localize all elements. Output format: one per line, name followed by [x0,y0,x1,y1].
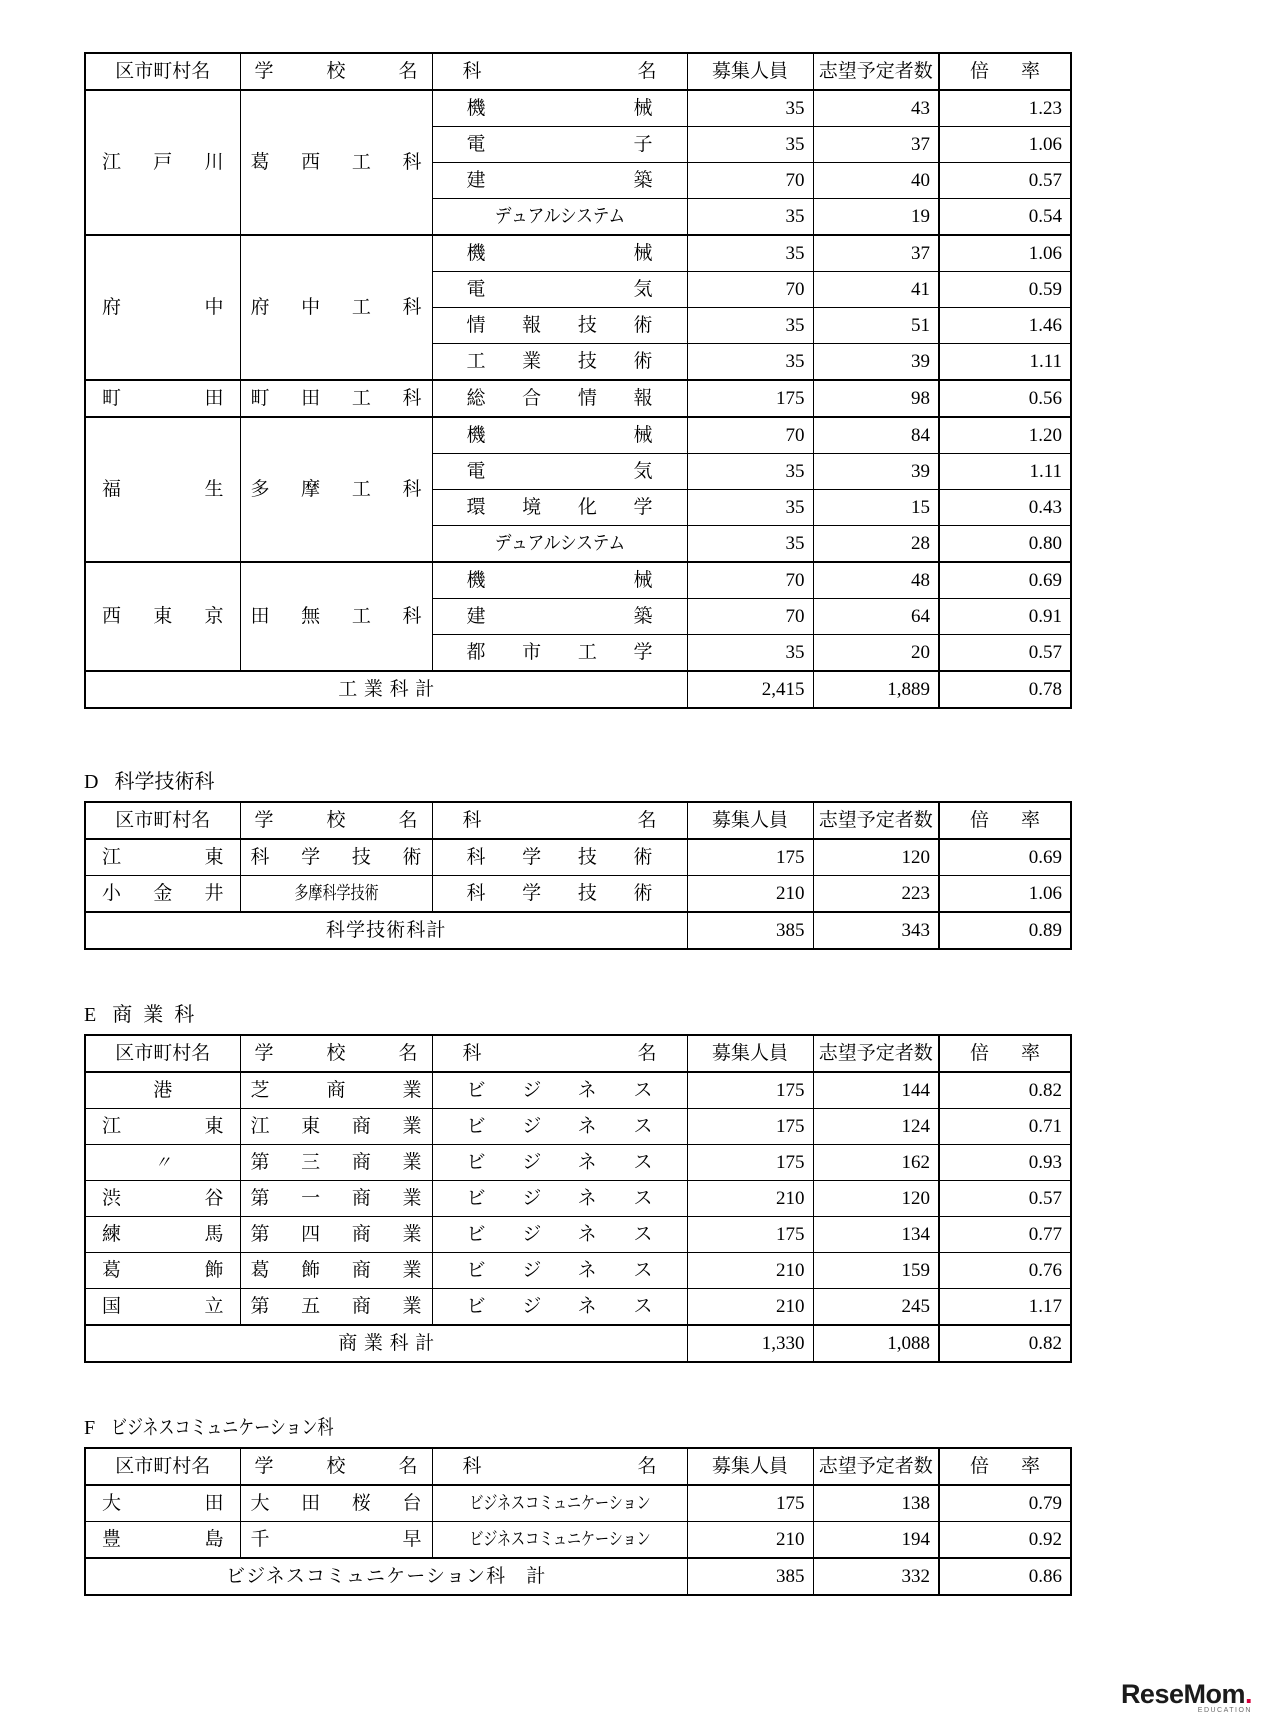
cell-department: 機械 [432,417,687,454]
section-f-title: ビジネスコミュニケーション科 [111,1417,334,1439]
total-row [85,912,1071,949]
cell-applicants: 39 [813,344,939,381]
cell-department: ビジネス [432,1181,687,1217]
cell-applicants: 41 [813,272,939,308]
cell-school: 府中工科 [240,235,432,380]
cell-total-ratio: 0.78 [939,671,1071,708]
cell-quota: 35 [687,90,813,127]
cell-ratio: 1.11 [939,344,1071,381]
cell-applicants: 64 [813,599,939,635]
top-spacer [0,0,1280,52]
cell-ratio: 0.76 [939,1253,1071,1289]
section-f-caption [84,1415,1280,1441]
header-department: 科 名 [432,53,687,90]
commerce-table [84,1034,1072,1363]
cell-applicants: 159 [813,1253,939,1289]
cell-applicants: 162 [813,1145,939,1181]
table-row [85,1217,1071,1253]
section-d-letter: D [84,771,99,793]
cell-quota: 175 [687,380,813,417]
header-ratio: 倍 率 [939,1035,1071,1072]
business-comm-table-body [85,1485,1071,1595]
header-department: 科 名 [432,1035,687,1072]
section-e-letter: E [84,1004,97,1026]
cell-city: 豊島 [85,1522,240,1559]
total-row [85,1558,1071,1595]
cell-school: 葛飾商業 [240,1253,432,1289]
section-d-title: 科学技術科 [114,771,215,793]
table-row [85,839,1071,876]
cell-total-quota: 1,330 [687,1325,813,1362]
cell-school: 葛西工科 [240,90,432,235]
science-tech-table-body [85,839,1071,949]
cell-quota: 70 [687,562,813,599]
business-comm-table [84,1447,1072,1596]
cell-department: ビジネス [432,1289,687,1326]
cell-total-applicants: 332 [813,1558,939,1595]
cell-ratio: 0.80 [939,526,1071,563]
cell-quota: 175 [687,1072,813,1109]
cell-applicants: 39 [813,454,939,490]
cell-department: 科学技術 [432,876,687,913]
table-row [85,1145,1071,1181]
cell-city: 大田 [85,1485,240,1522]
cell-department: 環境化学 [432,490,687,526]
cell-department: デュアルシステム [432,526,687,563]
section-e-title: 商業科 [112,1004,206,1026]
cell-quota: 210 [687,1181,813,1217]
header-quota: 募集人員 [687,1448,813,1485]
cell-ratio: 0.91 [939,599,1071,635]
cell-applicants: 120 [813,839,939,876]
section-d-caption [84,769,1280,795]
cell-applicants: 37 [813,235,939,272]
cell-school: 多摩工科 [240,417,432,562]
cell-quota: 175 [687,1109,813,1145]
watermark-dot: . [1244,1679,1252,1709]
watermark-tagline: EDUCATION [1197,1707,1252,1714]
cell-quota: 35 [687,308,813,344]
header-city: 区市町村名 [85,1448,240,1485]
cell-total-ratio: 0.89 [939,912,1071,949]
cell-total-label: 商業科計 [85,1325,687,1362]
header-quota: 募集人員 [687,53,813,90]
cell-department: ビジネスコミュニケーション [432,1522,687,1559]
header-quota: 募集人員 [687,802,813,839]
cell-city: 国立 [85,1289,240,1326]
cell-school: 千早 [240,1522,432,1559]
cell-school: 第一商業 [240,1181,432,1217]
cell-applicants: 40 [813,163,939,199]
header-applicants: 志望予定者数 [813,1035,939,1072]
cell-city: 練馬 [85,1217,240,1253]
cell-department: 総合情報 [432,380,687,417]
cell-ratio: 1.20 [939,417,1071,454]
cell-quota: 70 [687,417,813,454]
cell-quota: 70 [687,599,813,635]
cell-city: 小金井 [85,876,240,913]
header-applicants: 志望予定者数 [813,1448,939,1485]
cell-ratio: 0.71 [939,1109,1071,1145]
table-row [85,380,1071,417]
cell-department: 建築 [432,163,687,199]
cell-school: 町田工科 [240,380,432,417]
cell-applicants: 84 [813,417,939,454]
cell-total-label: 科学技術科計 [85,912,687,949]
cell-department: 工業技術 [432,344,687,381]
cell-applicants: 223 [813,876,939,913]
cell-ratio: 0.56 [939,380,1071,417]
cell-department: 都市工学 [432,635,687,672]
cell-applicants: 98 [813,380,939,417]
cell-department: 機械 [432,235,687,272]
cell-ratio: 0.43 [939,490,1071,526]
table-row [85,90,1071,127]
cell-ratio: 1.23 [939,90,1071,127]
header-department: 科 名 [432,1448,687,1485]
section-f-letter: F [84,1417,96,1439]
cell-school: 多摩科学技術 [240,876,432,913]
commerce-table-body [85,1072,1071,1362]
header-school: 学 校 名 [240,1448,432,1485]
cell-department: ビジネス [432,1072,687,1109]
cell-ratio: 0.57 [939,1181,1071,1217]
header-ratio: 倍 率 [939,1448,1071,1485]
table-row [85,1109,1071,1145]
gap-after-section-d [0,950,1280,1002]
cell-applicants: 51 [813,308,939,344]
cell-applicants: 138 [813,1485,939,1522]
table-header-row [85,53,1071,90]
table-row [85,417,1071,454]
cell-ratio: 0.69 [939,839,1071,876]
table-header-row [85,1035,1071,1072]
table-row [85,562,1071,599]
cell-school: 田無工科 [240,562,432,671]
industrial-table-body [85,90,1071,708]
watermark-brand: ReseMom. [1120,1679,1252,1709]
cell-quota: 35 [687,127,813,163]
cell-city: 江東 [85,839,240,876]
cell-applicants: 43 [813,90,939,127]
cell-ratio: 0.57 [939,163,1071,199]
cell-ratio: 1.06 [939,235,1071,272]
resemom-watermark [1121,1679,1252,1714]
cell-quota: 70 [687,272,813,308]
cell-quota: 35 [687,635,813,672]
cell-applicants: 37 [813,127,939,163]
cell-ratio: 0.79 [939,1485,1071,1522]
cell-school: 第五商業 [240,1289,432,1326]
cell-quota: 35 [687,490,813,526]
header-school: 学 校 名 [240,1035,432,1072]
cell-applicants: 245 [813,1289,939,1326]
cell-quota: 70 [687,163,813,199]
cell-department: 電気 [432,454,687,490]
cell-applicants: 19 [813,199,939,236]
cell-total-applicants: 1,088 [813,1325,939,1362]
cell-department: 情報技術 [432,308,687,344]
header-department: 科 名 [432,802,687,839]
cell-applicants: 194 [813,1522,939,1559]
cell-city: 渋谷 [85,1181,240,1217]
header-applicants: 志望予定者数 [813,802,939,839]
cell-quota: 175 [687,1217,813,1253]
cell-city: 港 [85,1072,240,1109]
cell-department: 建築 [432,599,687,635]
header-quota: 募集人員 [687,1035,813,1072]
cell-quota: 35 [687,344,813,381]
cell-applicants: 15 [813,490,939,526]
table-row [85,876,1071,913]
cell-department: ビジネス [432,1253,687,1289]
cell-total-quota: 2,415 [687,671,813,708]
cell-city: 葛飾 [85,1253,240,1289]
cell-city: 府中 [85,235,240,380]
table-header-row [85,1448,1071,1485]
header-school: 学 校 名 [240,802,432,839]
table-row [85,1485,1071,1522]
cell-quota: 210 [687,876,813,913]
cell-quota: 35 [687,235,813,272]
cell-city: 西東京 [85,562,240,671]
cell-applicants: 124 [813,1109,939,1145]
cell-quota: 210 [687,1253,813,1289]
cell-total-quota: 385 [687,1558,813,1595]
cell-total-applicants: 343 [813,912,939,949]
cell-city: 福生 [85,417,240,562]
cell-applicants: 28 [813,526,939,563]
cell-applicants: 144 [813,1072,939,1109]
cell-school: 科学技術 [240,839,432,876]
cell-quota: 175 [687,1145,813,1181]
cell-applicants: 120 [813,1181,939,1217]
header-school: 学 校 名 [240,53,432,90]
cell-total-quota: 385 [687,912,813,949]
cell-school: 芝商業 [240,1072,432,1109]
cell-department: ビジネスコミュニケーション [432,1485,687,1522]
cell-ratio: 1.06 [939,876,1071,913]
header-ratio: 倍 率 [939,53,1071,90]
cell-applicants: 48 [813,562,939,599]
header-city: 区市町村名 [85,1035,240,1072]
cell-total-label: ビジネスコミュニケーション科 計 [85,1558,687,1595]
total-row [85,671,1071,708]
cell-quota: 175 [687,839,813,876]
cell-department: 電子 [432,127,687,163]
cell-city: 町田 [85,380,240,417]
cell-department: デュアルシステム [432,199,687,236]
table-header-row [85,802,1071,839]
cell-department: ビジネス [432,1109,687,1145]
cell-quota: 175 [687,1485,813,1522]
cell-ratio: 0.54 [939,199,1071,236]
cell-city: 〃 [85,1145,240,1181]
cell-department: 機械 [432,562,687,599]
cell-ratio: 1.46 [939,308,1071,344]
cell-ratio: 1.06 [939,127,1071,163]
cell-ratio: 0.57 [939,635,1071,672]
cell-applicants: 20 [813,635,939,672]
cell-department: 科学技術 [432,839,687,876]
table-row [85,235,1071,272]
cell-school: 第四商業 [240,1217,432,1253]
industrial-table [84,52,1072,709]
cell-total-label: 工業科計 [85,671,687,708]
science-tech-table [84,801,1072,950]
gap-after-section-e [0,1363,1280,1415]
section-e-caption [84,1002,1280,1028]
cell-ratio: 0.92 [939,1522,1071,1559]
table-row [85,1253,1071,1289]
cell-total-applicants: 1,889 [813,671,939,708]
cell-department: ビジネス [432,1145,687,1181]
cell-quota: 35 [687,199,813,236]
cell-department: 電気 [432,272,687,308]
table-row [85,1181,1071,1217]
cell-school: 江東商業 [240,1109,432,1145]
cell-ratio: 1.17 [939,1289,1071,1326]
cell-ratio: 0.69 [939,562,1071,599]
header-applicants: 志望予定者数 [813,53,939,90]
cell-ratio: 0.93 [939,1145,1071,1181]
cell-department: ビジネス [432,1217,687,1253]
cell-total-ratio: 0.82 [939,1325,1071,1362]
gap-after-industrial [0,709,1280,769]
cell-quota: 35 [687,454,813,490]
cell-city: 江東 [85,1109,240,1145]
cell-applicants: 134 [813,1217,939,1253]
table-row [85,1522,1071,1559]
cell-total-ratio: 0.86 [939,1558,1071,1595]
header-city: 区市町村名 [85,802,240,839]
cell-quota: 210 [687,1522,813,1559]
total-row [85,1325,1071,1362]
header-ratio: 倍 率 [939,802,1071,839]
cell-ratio: 0.59 [939,272,1071,308]
cell-department: 機械 [432,90,687,127]
cell-quota: 35 [687,526,813,563]
header-city: 区市町村名 [85,53,240,90]
cell-ratio: 0.82 [939,1072,1071,1109]
cell-quota: 210 [687,1289,813,1326]
cell-ratio: 0.77 [939,1217,1071,1253]
table-row [85,1289,1071,1326]
cell-ratio: 1.11 [939,454,1071,490]
table-row [85,1072,1071,1109]
cell-city: 江戸川 [85,90,240,235]
cell-school: 大田桜台 [240,1485,432,1522]
cell-school: 第三商業 [240,1145,432,1181]
